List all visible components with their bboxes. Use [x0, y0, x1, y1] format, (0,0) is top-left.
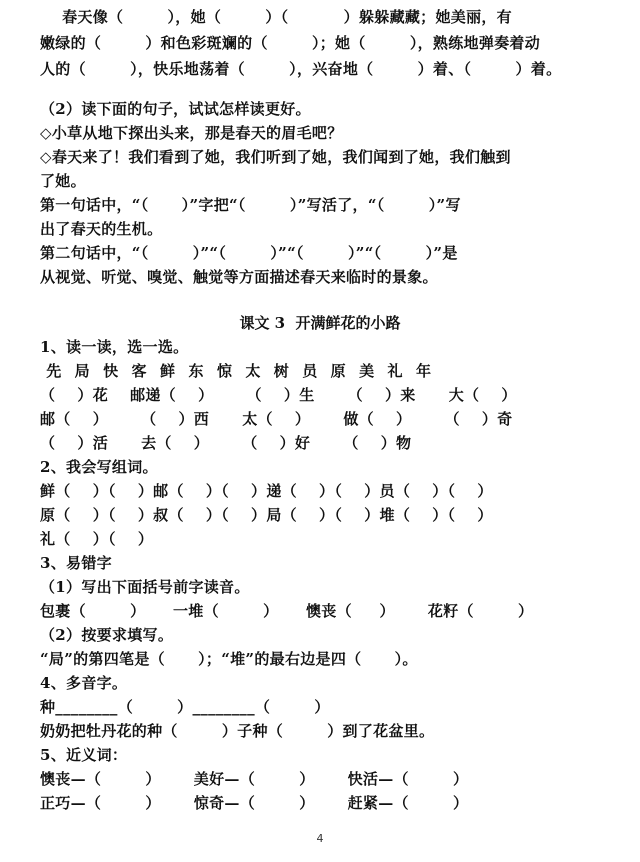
q1-char-bank: 先 局 快 客 鲜 东 惊 太 树 员 原 美 礼 年 — [40, 362, 433, 380]
sentence-2-cont: 了她。 — [40, 172, 86, 190]
q4-line-1: 种________（ ）________（ ） — [40, 698, 330, 716]
passage-line-3: 人的（ ），快乐地荡着（ ），兴奋地（ ）着、（ ）着。 — [40, 60, 562, 78]
lesson-title: 课文 3 开满鲜花的小路 — [239, 314, 401, 332]
sentence-1: ◇小草从地下探出头来，那是春天的眉毛吧？ — [40, 124, 343, 142]
q5-line-1: 懊丧—（ ） 美好—（ ） 快活—（ ） — [40, 770, 469, 788]
q2-line-3: 礼（ ）（ ） — [40, 530, 154, 548]
q1-line-1: （ ）花 邮递（ ） （ ）生 （ ）来 大（ ） — [40, 386, 517, 404]
section2-heading: （2）读下面的句子，试试怎样读更好。 — [40, 100, 311, 118]
q2-line-2: 原（ ）（ ）叔（ ）（ ）局（ ）（ ）堆（ ）（ ） — [40, 506, 493, 524]
q4-line-2: 奶奶把牡丹花的种（ ）子种（ ）到了花盆里。 — [40, 722, 435, 740]
q3-heading: 3、易错字 — [40, 554, 112, 572]
q2-line-1: 鲜（ ）（ ）邮（ ）（ ）递（ ）（ ）员（ ）（ ） — [40, 482, 493, 500]
question-first-sentence-cont: 出了春天的生机。 — [40, 220, 163, 238]
page-number: 4 — [316, 832, 324, 845]
q4-heading: 4、多音字。 — [40, 674, 128, 692]
q1-line-2: 邮（ ） （ ）西 太（ ） 做（ ） （ ）奇 — [40, 410, 513, 428]
passage-line-2: 嫩绿的（ ）和色彩斑斓的（ ）；她（ ），熟练地弹奏着动 — [40, 34, 541, 52]
q5-heading: 5、近义词： — [40, 746, 128, 764]
q1-line-3: （ ）活 去（ ） （ ）好 （ ）物 — [40, 434, 412, 452]
question-second-sentence: 第二句话中，“（ ）”“（ ）”“（ ）”“（ ）”是 — [40, 244, 458, 262]
question-second-sentence-cont: 从视觉、听觉、嗅觉、触觉等方面描述春天来临时的景象。 — [40, 268, 438, 286]
q3-sub1-line: 包裹（ ） 一堆（ ） 懊丧（ ） 花籽（ ） — [40, 602, 534, 620]
q1-heading: 1、读一读，选一选。 — [40, 338, 189, 356]
passage-line-1: 春天像（ ），她（ ）（ ）躲躲藏藏；她美丽，有 — [40, 8, 512, 26]
q3-sub2-line: “局”的第四笔是（ ）；“堆”的最右边是四（ ）。 — [40, 650, 418, 668]
q5-line-2: 正巧—（ ） 惊奇—（ ） 赶紧—（ ） — [40, 794, 469, 812]
sentence-2: ◇春天来了！我们看到了她，我们听到了她，我们闻到了她，我们触到 — [40, 148, 511, 166]
q2-heading: 2、我会写组词。 — [40, 458, 158, 476]
q3-sub1: （1）写出下面括号前字读音。 — [40, 578, 250, 596]
question-first-sentence: 第一句话中，“（ ）”字把“（ ）”写活了，“（ ）”写 — [40, 196, 461, 214]
q3-sub2: （2）按要求填写。 — [40, 626, 174, 644]
